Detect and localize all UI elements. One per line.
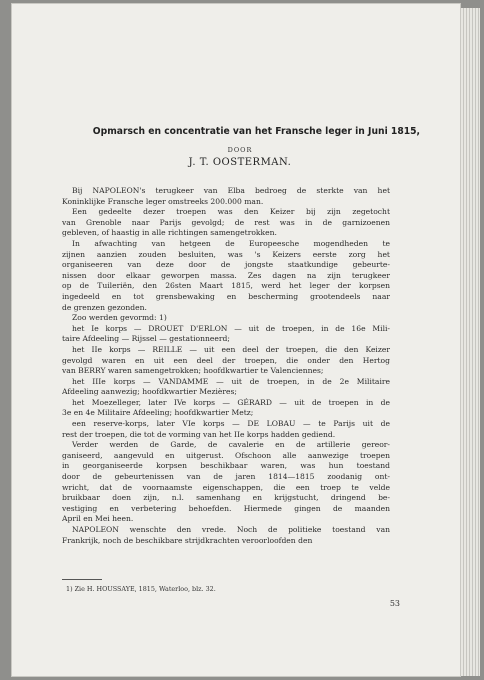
text-line: van Grenoble naar Parijs gevolgd; de rest was in de garnizoenen (62, 217, 390, 227)
text-line: Koninklijke Fransche leger omstreeks 200.000 man. (62, 196, 264, 206)
text-line: Frankrijk, noch de beschikbare strijdkrachten veroorloofden den (62, 535, 313, 545)
text-line: door de gebeurtenissen van de jaren 1814—1815 zoodanig ont- (62, 472, 390, 482)
text-line: zijnen aanzien zouden besluiten, was 's Keizers eerste zorg het (62, 249, 390, 259)
text-line: nissen door elkaar geworpen massa. Zes dagen na zijn terugkeer (62, 270, 390, 280)
text-line: het IIe korps — REILLE — uit een deel der troepen, die den Keizer (72, 344, 390, 354)
text-line: In afwachting van hetgeen de Europeesche mogendheden te (72, 238, 390, 248)
text-line: Een gedeelte dezer troepen was den Keizer bij zijn zegetocht (72, 207, 390, 217)
text-line: Bij NAPOLEON's terugkeer van Elba bedroeg de sterkte van het (72, 186, 390, 195)
author-name: J. T. OOSTERMAN. (188, 157, 292, 168)
text-line: bruikbaar doen zijn, n.l. samenhang en krijgstucht, dringend be- (62, 493, 390, 503)
article-title: Opmarsch en concentratie van het Fransche leger in Juni 1815, (92, 126, 421, 137)
text-line: wricht, dat de voornaamste eigenschappen, die een troep te velde (62, 482, 390, 492)
byline: DOOR (227, 146, 253, 154)
footnote-rule (62, 579, 102, 580)
text-line: taire Afdeeling — Rijssel — gestationneerd; (62, 334, 230, 344)
text-line: van BERRY waren samengetrokken; hoofdkwartier te Valenciennes; (62, 366, 324, 376)
text-line: het Ie korps — DROUET D'ERLON — uit de troepen, in de 16e Mili- (72, 323, 390, 333)
text-line: organiseeren van deze door de jongste staatkundige gebeurte- (62, 260, 390, 270)
text-line: ganiseerd, aangevuld en uitgerust. Ofschoon alle aanwezige troepen (62, 450, 390, 460)
text-line: NAPOLEON wenschte den vrede. Noch de politieke toestand van (72, 525, 390, 534)
text-line: rest der troepen, die tot de vorming van het IIe korps hadden gediend. (62, 429, 336, 439)
text-line: vestiging en verbetering behoefden. Hiermede gingen de maanden (62, 503, 390, 513)
text-line: 3e en 4e Militaire Afdeeling; hoofdkwartier Metz; (62, 408, 254, 418)
footnote: 1) Zie H. HOUSSAYE, 1815, Waterloo, blz. 32. (66, 585, 216, 593)
text-line: Verder werden de Garde, de cavalerie en de artillerie gereor- (72, 440, 390, 450)
text-line: het IIIe korps — VANDAMME — uit de troepen, in de 2e Militaire (72, 376, 390, 386)
text-line: Zoo werden gevormd: 1) (72, 313, 167, 323)
page-edges (458, 8, 480, 676)
text-line: Afdeeling aanwezig; hoofdkwartier Mezières; (62, 387, 237, 397)
article-body (62, 186, 390, 546)
page-number: 53 (389, 599, 400, 608)
text-line: gebleven, of haastig in alle richtingen samengetrokken. (62, 228, 277, 238)
text-line: het Moezelleger, later IVe korps — GÉRARD — uit de troepen in de (72, 397, 390, 407)
text-line: de grenzen gezonden. (62, 302, 147, 312)
text-line: op de Tuileriën, den 26sten Maart 1815, werd het leger der korpsen (62, 281, 390, 291)
text-line: April en Mei heen. (62, 514, 134, 524)
text-line: gevolgd waren en uit een deel der troepen, die onder den Hertog (62, 355, 390, 365)
text-line: een reserve-korps, later VIe korps — DE LOBAU — te Parijs uit de (72, 419, 390, 429)
text-line: in georganiseerde korpsen beschikbaar waren, was hun toestand (62, 461, 390, 471)
text-line: ingedeeld en tot grensbewaking en bescherming grootendeels naar (62, 291, 390, 301)
